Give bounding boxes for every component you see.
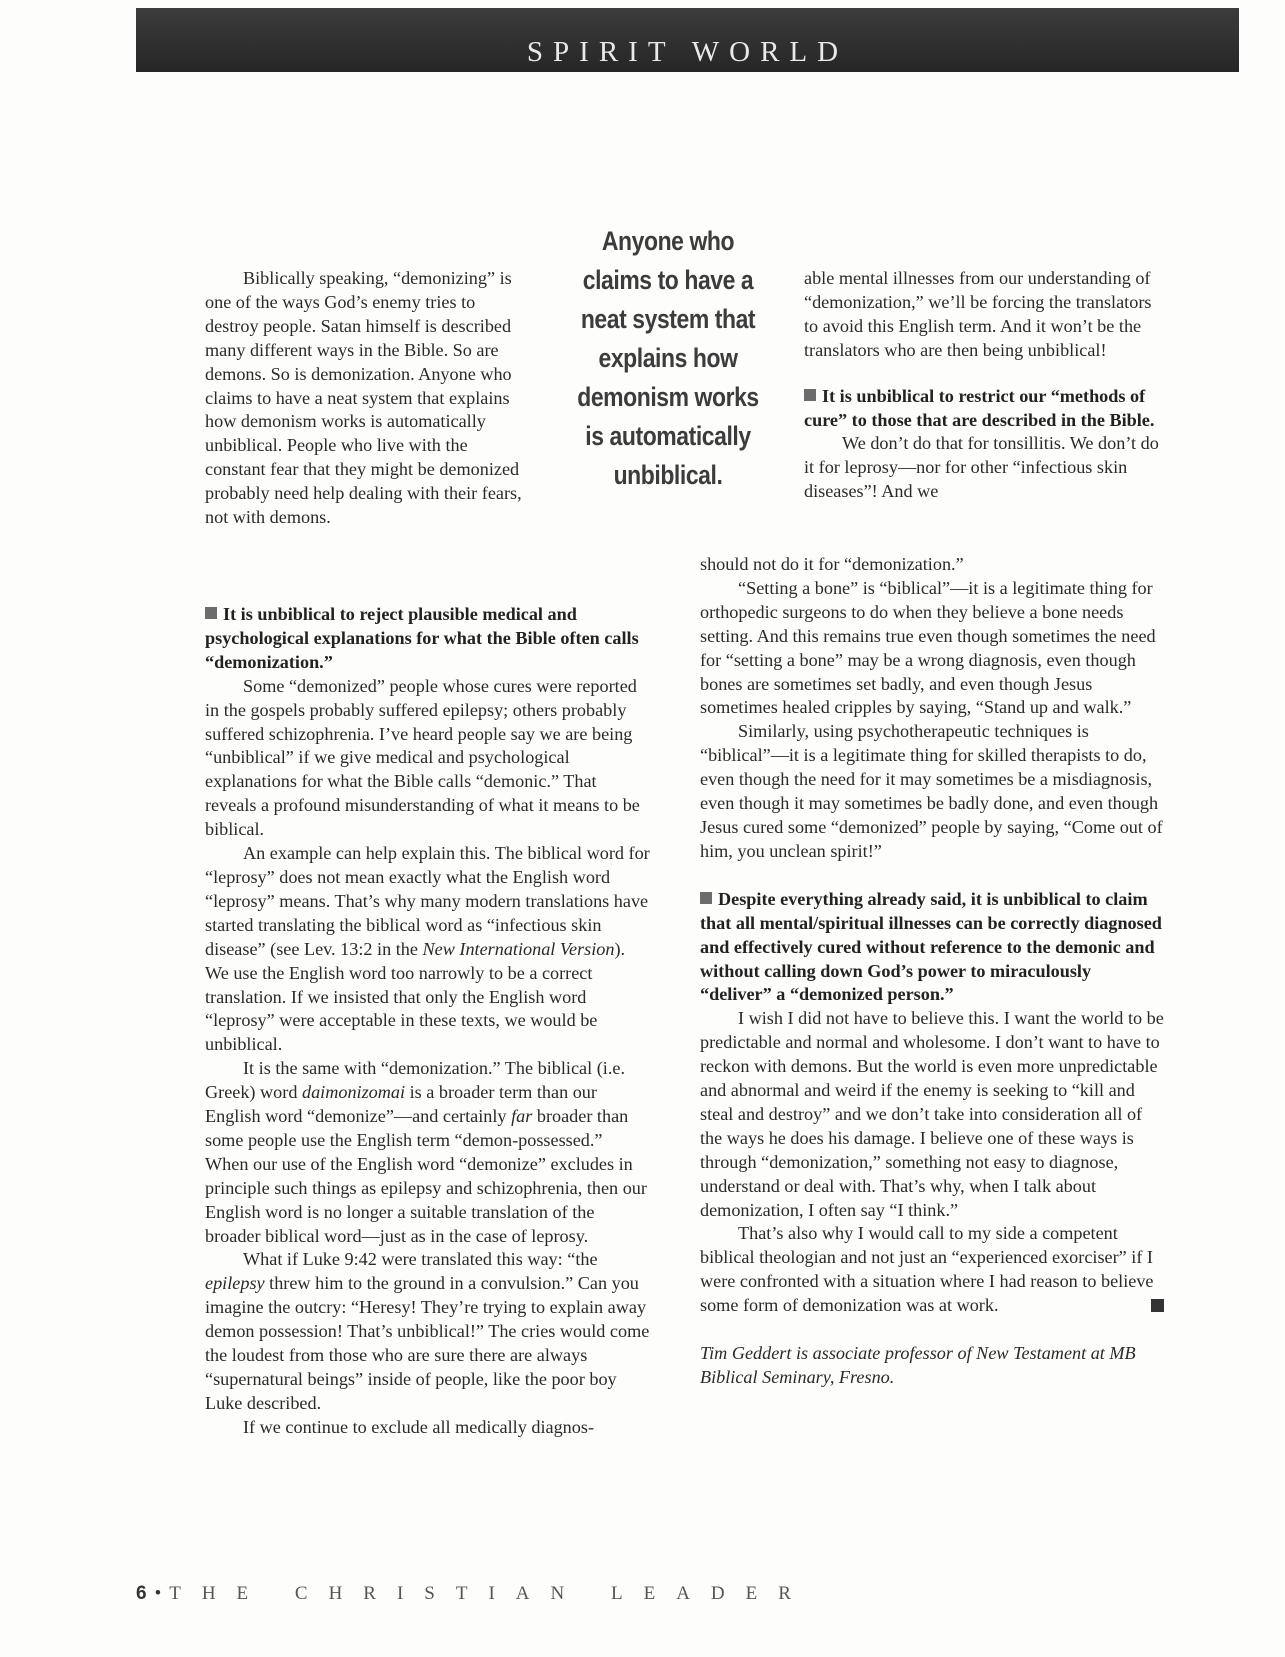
- intro-column: [205, 267, 523, 530]
- paragraph: Similarly, using psychotherapeutic techniques is “biblical”—it is a legitimate thing for skilled therapists to do, even though the need for it may sometimes be a misdiagnosis, even though it may sometimes be badly done, and even though Jesus cured some “demonized” people by saying, “Come out of him, you unclean spirit!”: [700, 721, 1163, 861]
- footer-bullet: •: [154, 1583, 162, 1604]
- author-byline: Tim Geddert is associate professor of New Testament at MB Biblical Seminary, Fresno.: [700, 1343, 1136, 1387]
- subheading-restrict-methods: It is unbiblical to restrict our “methods of cure” to those that are described in the Bible.: [804, 385, 1155, 430]
- paragraph: It is the same with “demonization.” The biblical (i.e. Greek) word daimonizomai is a broader term than our English word “demonize”—and certainly far broader than some people use the English term “demon-possessed.” When our use of the English word “demonize” excludes in principle such things as epilepsy and schizophrenia, then our English word is no longer a suitable translation of the broader biblical word—just as in the case of leprosy.: [205, 1058, 647, 1246]
- bullet-square-icon: [700, 892, 712, 904]
- subheading-reject-explanations: It is unbiblical to reject plausible medical and psychological explanations for what the Bible often calls “demonization.”: [205, 604, 639, 672]
- paragraph: “Setting a bone” is “biblical”—it is a legitimate thing for orthopedic surgeons to do when they believe a bone needs setting. And this remains true even though sometimes the need for “setting a bone” may be a wrong diagnosis, even though bones are sometimes set badly, and even though Jesus sometimes healed cripples by saying, “Stand up and walk.”: [700, 577, 1156, 718]
- paragraph: If we continue to exclude all medically diagnos-: [243, 1416, 594, 1437]
- page-footer: [136, 1583, 812, 1605]
- page-number: 6: [136, 1583, 147, 1604]
- end-mark-icon: [1151, 1299, 1164, 1312]
- intro-paragraph: Biblically speaking, “demonizing” is one of the ways God’s enemy tries to destroy people. Satan himself is described many different ways in the Bible. So are demons. So is demonization. Anyone who claims to have a neat system that explains how demonism works is automatically unbiblical. People who live with the constant fear that they might be demonized probably need help dealing with their fears, not with demons.: [205, 268, 522, 528]
- bullet-square-icon: [804, 389, 816, 401]
- right-column: [700, 553, 1164, 1390]
- section-title: SPIRIT WORLD: [526, 36, 849, 68]
- paragraph: An example can help explain this. The biblical word for “leprosy” does not mean exactly what the English word “leprosy” means. That’s why many modern translations have started translating the biblical word as “infectious skin disease” (see Lev. 13:2 in the New International Version). We use the English word too narrowly to be a correct translation. If we insisted that only the English word “leprosy” were acceptable in these texts, we would be unbiblical.: [205, 843, 650, 1055]
- paragraph: able mental illnesses from our understanding of “demonization,” we’ll be forcing the translators to avoid this English term. And it won’t be the translators who are then being unbiblical!: [804, 268, 1152, 360]
- section-banner: [136, 8, 1239, 72]
- left-column: [205, 603, 650, 1440]
- pull-quote: Anyone who claims to have a neat system that explains how demonism works is automatically unbiblical.: [577, 226, 759, 490]
- subheading-despite: Despite everything already said, it is unbiblical to claim that all mental/spiritual illnesses can be correctly diagnosed and effectively cured without reference to the demonic and without calling down God’s power to miraculously “deliver” a “demonized person.”: [700, 888, 1162, 1005]
- publication-name: THE CHRISTIAN LEADER: [169, 1583, 812, 1604]
- paragraph: I wish I did not have to believe this. I want the world to be predictable and normal and wholesome. I don’t want to have to reckon with demons. But the world is even more unpredictable and abnormal and weird if the enemy is seeking to “kill and steal and destroy” and we don’t take into consideration all of the ways he does his damage. I believe one of these ways is through “demonization,” something not easy to diagnose, understand or deal with. That’s why, when I talk about demonization, I often say “I think.”: [700, 1008, 1164, 1220]
- paragraph: What if Luke 9:42 were translated this way: “the epilepsy threw him to the ground in a convulsion.” Can you imagine the outcry: “Heresy! They’re trying to explain away demon possession! That’s unbiblical!” The cries would come the loudest from those who are sure there are always “supernatural beings” inside of people, like the poor boy Luke described.: [205, 1249, 650, 1413]
- bullet-square-icon: [205, 607, 217, 619]
- right-column-top: [804, 267, 1164, 504]
- paragraph: should not do it for “demonization.”: [700, 554, 964, 574]
- paragraph: Some “demonized” people whose cures were reported in the gospels probably suffered epilepsy; others probably suffered schizophrenia. I’ve heard people say we are being “unbiblical” if we give medical and psychological explanations for what the Bible calls “demonic.” That reveals a profound misunderstanding of what it means to be biblical.: [205, 675, 640, 840]
- paragraph: That’s also why I would call to my side a competent biblical theologian and not just an “experienced exorciser” if I were confronted with a situation where I had reason to believe some form of demonization was at work.: [700, 1222, 1164, 1318]
- paragraph: We don’t do that for tonsillitis. We don’t do it for leprosy—nor for other “infectious skin diseases”! And we: [804, 433, 1159, 502]
